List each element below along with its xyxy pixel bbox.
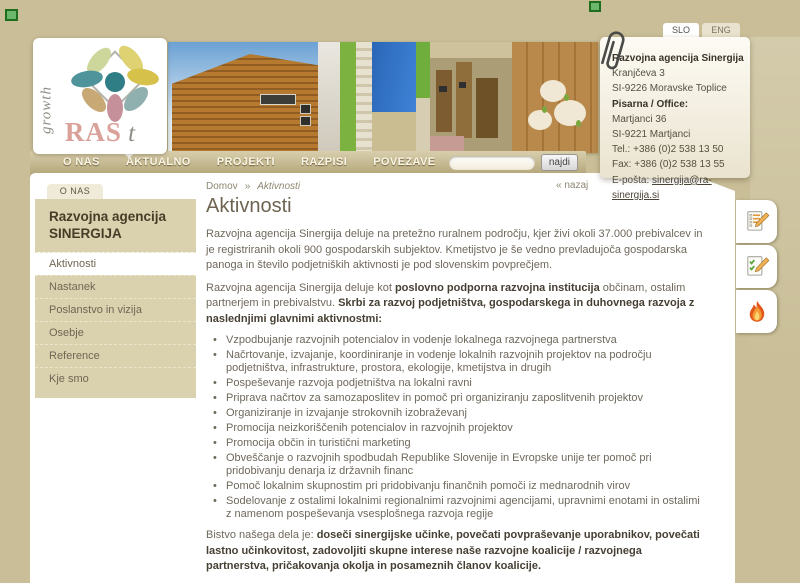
banner-leaf [542,106,547,113]
contact-office-line: SI-9221 Martjanci [612,129,691,141]
capture-mark [5,9,18,21]
contact-office-line: Martjanci 36 [612,113,667,125]
breadcrumb [206,181,300,192]
contact-card [600,37,750,201]
form-icon [744,209,770,235]
logo-wordmark [33,117,167,148]
banner-wooden-shelf [512,42,598,153]
banner-cabinet [436,70,452,132]
list-item: • Pomoč lokalnim skupnostim pri pridobivanju finančnih pomoči iz mednarodnih virov [206,480,706,493]
banner-monitor [459,82,466,88]
contact-address-line: Kranjčeva 3 [612,68,665,80]
nav-item-razpisi[interactable]: RAZPISI [300,156,348,168]
text-run: Razvojna agencija Sinergija deluje kot [206,281,395,294]
contact-office-label: Pisarna / Office: [612,98,689,110]
search-input[interactable] [449,156,535,170]
sidebar-item-osebje[interactable]: Osebje [35,321,196,344]
text-run-bold: poslovno podporna razvojna institucija [394,281,600,294]
banner-object [540,80,566,102]
banner-leaf [564,94,569,101]
banner-window [300,116,311,126]
logo-growth-text: growth [38,86,55,134]
contact-address-line: SI-9226 Moravske Toplice [612,83,727,95]
nav-item-aktualno[interactable]: AKTUALNO [125,156,191,168]
banner-office-interior [430,42,512,153]
contact-fax: Fax: +386 (0)2 538 13 55 [612,159,725,171]
banner-object [528,110,552,130]
list-item: • Načrtovanje, izvajanje, koordiniranje in vodenje lokalnih razvojnih projektov na področju podjetništva, infrastrukture, prostora, ekologije, kmetijstva in drugih [206,349,706,375]
nav-item-projekti[interactable]: PROJEKTI [216,156,275,168]
list-item: • Pospeševanje razvoja podjetništva na lokalni ravni [206,377,706,390]
tool-tab-form[interactable] [736,200,777,243]
email-label: E-pošta: [612,174,650,186]
text-run: občinam, ostalim partnerjem in prebivalstvu. [206,281,686,309]
page-title: Aktivnosti [206,195,292,217]
logo-t-letter: t [128,120,136,147]
banner-window [260,94,296,105]
banner-blue-panel [372,42,416,112]
list-item: • Sodelovanje z ostalimi lokalnimi regionalnimi razvojnimi agencijami, upravnimi enotami in ostalimi z namenom pospeševanja vsesplošnega razvoja regije [206,495,706,521]
capture-mark [589,1,601,12]
banner-cabinet [476,78,498,138]
banner-ceiling [430,42,512,58]
main-nav [30,151,586,174]
nav-item-o-nas[interactable]: O NAS [63,156,100,168]
banner-wall [372,112,416,153]
search-area [449,154,578,171]
paragraph [206,528,706,575]
list-item: • Promocija občin in turistični marketing [206,437,706,450]
text-run: Bistvo našega dela je: [206,529,317,541]
contact-tel: Tel.: +386 (0)2 538 13 50 [612,144,724,156]
sidebar-item-reference[interactable]: Reference [35,344,196,367]
sidebar-item-nastanek[interactable]: Nastanek [35,275,196,298]
paragraph [206,281,706,328]
email-link[interactable]: sinergija@ra-sinergija.si [612,174,712,201]
checklist-icon [744,254,770,280]
banner-object [554,100,586,126]
banner-wall [416,98,430,153]
sidebar [35,199,196,398]
banner-blinds [356,42,372,153]
banner-window [300,104,311,114]
banner-monitor [439,86,447,92]
breadcrumb-current: Aktivnosti [257,181,301,192]
language-tab-eng[interactable]: ENG [702,23,740,38]
banner-tower [318,42,340,153]
list-item: • Priprava načrtov za samozaposlitev in pomoč pri organiziranju zaposlitvenih projektov [206,392,706,405]
logo-ras: RAS [64,117,122,147]
contact-name: Razvojna agencija Sinergija [612,53,744,64]
paperclip-icon [592,25,632,77]
sidebar-header: Razvojna agencija SINERGIJA [49,209,167,241]
list-item: • Promocija neizkoriščenih potencialov in razvojnih projektov [206,422,706,435]
list-item: • Obveščanje o razvojnih spodbudah Republike Slovenije in Evropske unije ter pomoč pri pridobivanju denarja iz državnih financ [206,452,706,478]
breadcrumb-separator: » [244,181,251,192]
banner-green-panel [416,42,430,98]
search-button[interactable]: najdi [541,154,578,171]
tool-tab-hot[interactable] [736,290,777,333]
contact-email-line [612,173,750,203]
activities-list [206,334,706,521]
language-tab-slo[interactable]: SLO [663,23,699,38]
flame-icon [744,299,770,325]
sidebar-item-kje-smo[interactable]: Kje smo [35,367,196,390]
nav-item-povezave[interactable]: POVEZAVE [373,156,436,168]
main-content [206,227,706,582]
sidebar-item-aktivnosti[interactable]: Aktivnosti [35,252,196,275]
tool-tab-checklist[interactable] [736,245,777,288]
logo[interactable] [33,38,167,154]
paragraph: Razvojna agencija Sinergija deluje na pretežno ruralnem področju, kjer živi okoli 37.000 prebivalcev in je registriranih okoli 900 gospodarskih subjektov. Kmetijstvo je še vedno prevladujoča gospodarska panoga in število podjetniških aktivnosti je pod slovenskim povprečjem. [206,228,703,271]
breadcrumb-home[interactable]: Domov [206,181,238,192]
header-photo-banner [168,42,598,153]
banner-leaf [576,120,581,127]
sidebar-section-tab: O NAS [47,184,103,199]
text-run-bold: doseči sinergijske učinke, povečati povpraševanje uporabnikov, povečati lastno učinkovitost, zadovoljiti skupne interese naše razvojne koalicije / razvojnega partnerstva, pričakovanja okolja in posameznih članov koalicije. [206,529,700,572]
list-item: • Vzpodbujanje razvojnih potencialov in vodenje lokalnega razvojnega partnerstva [206,334,706,347]
list-item: • Organiziranje in izvajanje strokovnih izobraževanj [206,407,706,420]
banner-cabinet [456,62,472,138]
back-link[interactable]: « nazaj [556,180,589,191]
banner-green-column [340,42,356,153]
text-run-bold: Skrbi za razvoj podjetništva, gospodarskega in duhovnega razvoja z naslednjimi glavnimi aktivnostmi: [206,297,695,325]
sidebar-item-poslanstvo[interactable]: Poslanstvo in vizija [35,298,196,321]
